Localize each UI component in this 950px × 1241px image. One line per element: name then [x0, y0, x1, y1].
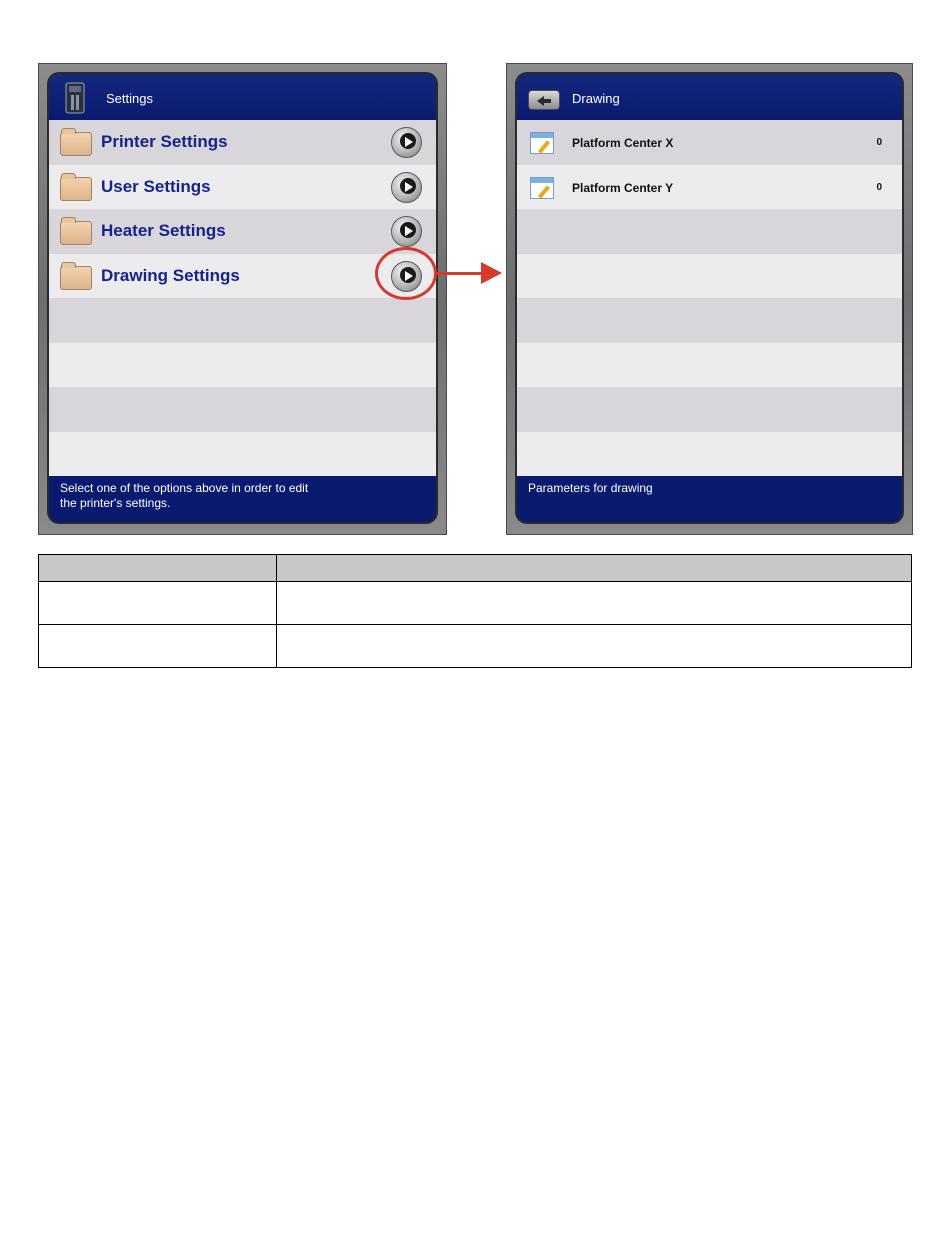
drawing-title: Drawing [572, 91, 620, 106]
menu-item-label: Printer Settings [101, 132, 228, 151]
settings-header [49, 74, 436, 120]
drawing-screen [517, 74, 902, 522]
folder-icon [60, 177, 92, 201]
settings-screen-bezel [38, 63, 447, 535]
table-row [39, 582, 912, 625]
menu-item-printer-settings[interactable] [49, 120, 436, 165]
edit-icon [530, 132, 554, 154]
empty-row [49, 343, 436, 388]
param-label: Platform Center Y [572, 180, 674, 195]
table-header-row [39, 555, 912, 582]
param-row-platform-center-x[interactable] [517, 120, 902, 165]
arrow-right-button[interactable] [391, 216, 422, 247]
menu-item-label: User Settings [101, 176, 211, 196]
menu-item-user-settings[interactable] [49, 165, 436, 210]
param-label: Platform Center X [572, 136, 674, 150]
empty-row [517, 343, 902, 388]
drawing-footer [517, 476, 902, 522]
info-table [38, 554, 912, 668]
menu-item-heater-settings[interactable] [49, 209, 436, 254]
back-button[interactable] [528, 90, 560, 110]
table-header-cell [277, 555, 912, 582]
empty-row [517, 209, 902, 254]
empty-row [49, 432, 436, 477]
footer-line: Parameters for drawing [528, 481, 653, 495]
table-cell [277, 625, 912, 668]
callout-arrow-icon [481, 262, 502, 284]
empty-row [517, 432, 902, 477]
empty-row [517, 298, 902, 343]
play-arrow-icon [405, 271, 413, 281]
table-cell [39, 625, 277, 668]
back-arrow-icon [537, 96, 544, 106]
param-row-platform-center-y[interactable] [517, 165, 902, 210]
drawing-header [517, 74, 902, 120]
callout-arrow-line [435, 272, 483, 275]
menu-item-label: Heater Settings [101, 221, 226, 240]
empty-row [517, 254, 902, 299]
settings-list [49, 120, 436, 476]
drawing-screen-bezel [506, 63, 913, 535]
table-row [39, 625, 912, 668]
arrow-right-button[interactable] [391, 127, 422, 158]
menu-item-label: Drawing Settings [101, 265, 240, 285]
footer-line: Select one of the options above in order to edit [60, 481, 309, 495]
drawing-param-list [517, 120, 902, 476]
param-value: 0 [876, 181, 882, 193]
table-header-cell [39, 555, 277, 582]
folder-icon [60, 266, 92, 290]
folder-icon [60, 221, 92, 245]
table-cell [277, 582, 912, 625]
table-cell [39, 582, 277, 625]
empty-row [49, 298, 436, 343]
empty-row [517, 387, 902, 432]
folder-icon [60, 132, 92, 156]
arrow-right-button[interactable] [391, 172, 422, 203]
settings-footer [49, 476, 436, 522]
settings-screen [49, 74, 436, 522]
play-arrow-icon [405, 182, 413, 192]
play-arrow-icon [405, 226, 413, 236]
empty-row [49, 387, 436, 432]
settings-title: Settings [106, 91, 153, 106]
footer-line: the printer's settings. [60, 496, 171, 510]
printer-icon [63, 82, 87, 114]
play-arrow-icon [405, 137, 413, 147]
param-value: 0 [876, 137, 882, 148]
edit-icon [530, 177, 554, 199]
